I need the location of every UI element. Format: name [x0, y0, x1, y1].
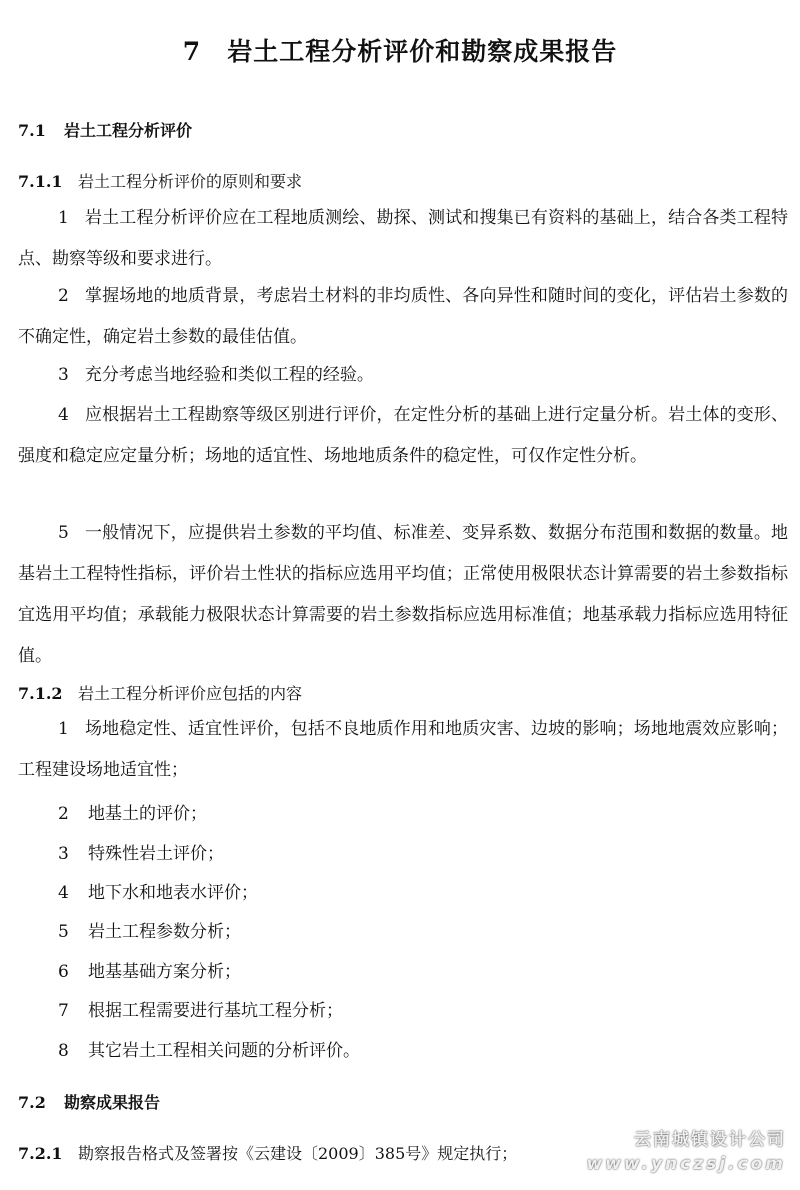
item-number: 3	[58, 844, 69, 864]
item-number: 1	[58, 719, 69, 739]
watermark	[586, 1128, 786, 1176]
item-number: 3	[58, 365, 69, 385]
list-item-7-1-2-3	[58, 839, 224, 864]
item-text: 充分考虑当地经验和类似工程的经验。	[84, 365, 374, 385]
section-number: 7.2	[18, 1093, 46, 1112]
item-text: 场地稳定性、适宜性评价，包括不良地质作用和地质灾害、边坡的影响；场地地震效应影响；工程建设场地适宜性；	[18, 719, 788, 780]
subsection-heading-7-2-1	[18, 1141, 517, 1164]
item-text: 岩土工程参数分析；	[88, 922, 241, 942]
item-number: 1	[58, 208, 69, 228]
item-number: 8	[58, 1041, 69, 1061]
item-text: 根据工程需要进行基坑工程分析；	[88, 1001, 343, 1021]
watermark-company: 云南城镇设计公司	[634, 1130, 786, 1150]
subsection-title: 岩土工程分析评价的原则和要求	[78, 172, 303, 191]
section-heading-7-1	[18, 118, 192, 141]
list-item-7-1-2-8	[58, 1036, 360, 1061]
chapter-number: 7	[182, 37, 202, 66]
item-text: 一般情况下，应提供岩土参数的平均值、标准差、变异系数、数据分布范围和数据的数量。地基岩土工程特性指标，评价岩土性状的指标应选用平均值；正常使用极限状态计算需要的岩土参数指标宜选用平均值；承载能力极限状态计算需要的岩土参数指标应选用标准值；地基承载力指标应选用特征值。	[18, 523, 788, 666]
item-number: 4	[58, 405, 69, 425]
list-item-7-1-2-5	[58, 917, 241, 942]
section-title: 岩土工程分析评价	[64, 121, 193, 140]
subsection-title: 岩土工程分析评价应包括的内容	[78, 684, 303, 703]
item-number: 5	[58, 523, 69, 543]
item-number: 2	[58, 286, 69, 306]
item-number: 2	[58, 804, 69, 824]
section-heading-7-2	[18, 1090, 160, 1113]
item-number: 4	[58, 883, 69, 903]
item-text: 地基土的评价；	[88, 804, 207, 824]
item-text: 应根据岩土工程勘察等级区别进行评价，在定性分析的基础上进行定量分析。岩土体的变形、强度和稳定应定量分析；场地的适宜性、场地地质条件的稳定性，可仅作定性分析。	[18, 405, 788, 466]
subsection-number: 7.1.1	[18, 172, 63, 191]
paragraph-7-1-1-item-4	[18, 395, 788, 477]
section-title: 勘察成果报告	[64, 1093, 161, 1112]
item-number: 6	[58, 962, 69, 982]
subsection-number: 7.1.2	[18, 684, 63, 703]
item-text: 地基基础方案分析；	[88, 962, 241, 982]
paragraph-7-1-1-item-2	[18, 276, 788, 358]
list-item-7-1-2-6	[58, 957, 241, 982]
section-number: 7.1	[18, 121, 46, 140]
item-text: 岩土工程分析评价应在工程地质测绘、勘探、测试和搜集已有资料的基础上，结合各类工程特点、勘察等级和要求进行。	[18, 208, 788, 269]
item-number: 5	[58, 922, 69, 942]
paragraph-7-1-1-item-5	[18, 513, 788, 677]
paragraph-7-1-1-item-3	[18, 355, 788, 396]
list-item-7-1-2-7	[58, 996, 343, 1021]
subsection-number: 7.2.1	[18, 1144, 63, 1163]
list-item-7-1-2-4	[58, 878, 258, 903]
list-item-7-1-2-2	[58, 799, 207, 824]
paragraph-7-1-2-item-1	[18, 709, 788, 791]
item-text: 掌握场地的地质背景，考虑岩土材料的非均质性、各向异性和随时间的变化，评估岩土参数的不确定性，确定岩土参数的最佳估值。	[18, 286, 788, 347]
watermark-url: www.ynczsj.com	[586, 1154, 786, 1174]
item-text: 特殊性岩土评价；	[88, 844, 224, 864]
item-text: 其它岩土工程相关问题的分析评价。	[88, 1041, 360, 1061]
page-title	[0, 32, 800, 68]
subsection-heading-7-1-1	[18, 169, 302, 192]
item-text: 地下水和地表水评价；	[88, 883, 258, 903]
chapter-title: 岩土工程分析评价和勘察成果报告	[227, 37, 618, 66]
subsection-text: 勘察报告格式及签署按《云建设〔2009〕385号》规定执行；	[78, 1144, 518, 1163]
item-number: 7	[58, 1001, 69, 1021]
subsection-heading-7-1-2	[18, 681, 302, 704]
paragraph-7-1-1-item-1	[18, 198, 788, 280]
